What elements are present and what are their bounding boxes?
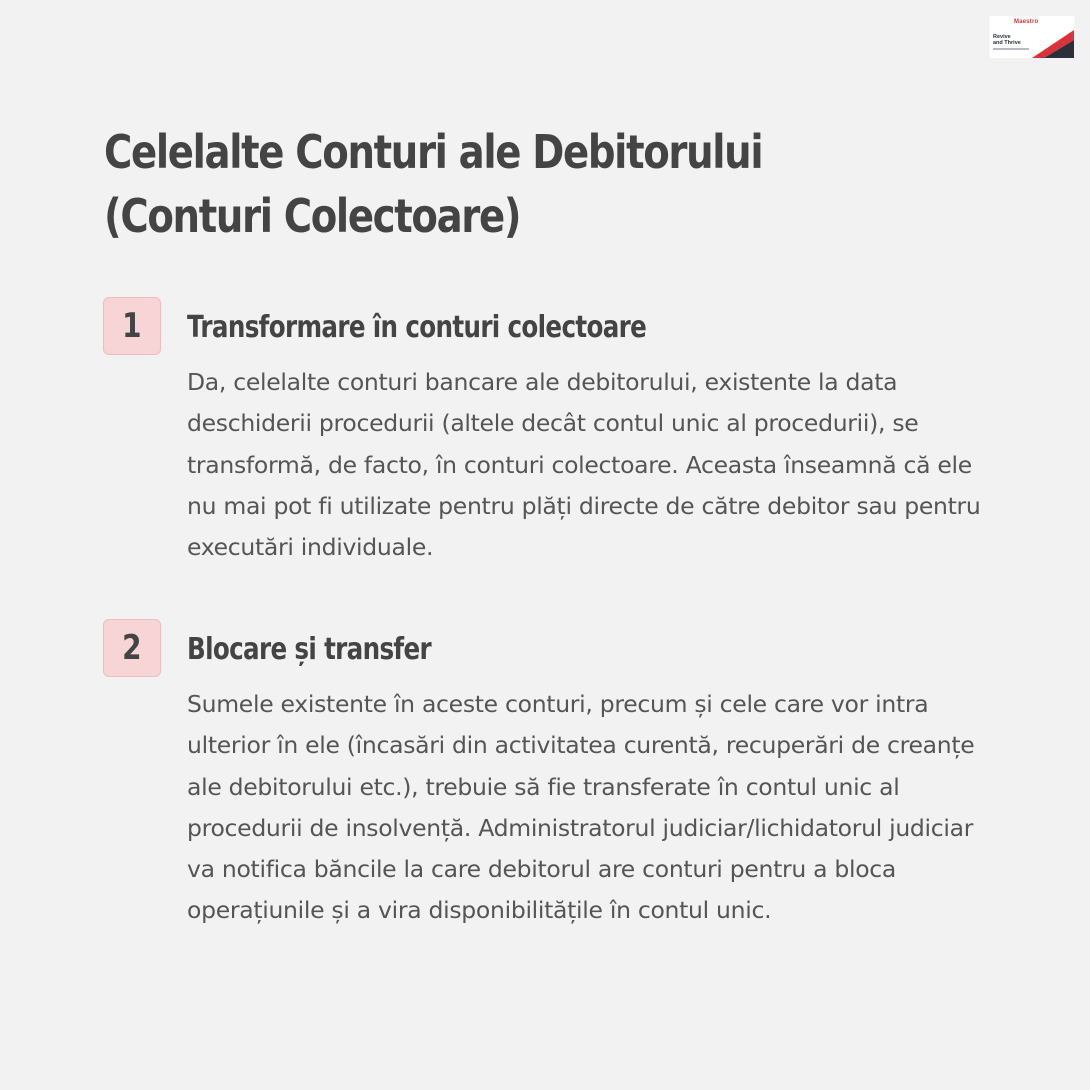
logo-brand-text: Maestro [1014,19,1039,25]
item-number-badge [103,619,161,677]
item-body: Sumele existente în aceste conturi, precum și cele care vor intra ulterior în ele (încasări din activitatea curentă, recuperări de creanțe ale debitorului etc.), trebuie să fie transferate în contul unic al procedurii de insolvență. Administratorul judiciar/lichidatorul judiciar va notifica băncile la care debitorul are conturi pentru a bloca operațiunile și a vira disponibilitățile în contul unic. [187,690,975,925]
logo-tagline-line1: Revive [993,34,1011,40]
logo-subtext-bar [993,48,1029,50]
item-heading: Transformare în conturi colectoare [187,310,647,345]
page-title: Celelalte Conturi ale Debitorului (Conturi Colectoare) [104,125,763,243]
item-number-badge [103,297,161,355]
logo-tagline-line2: and Thrive [993,40,1021,46]
item-number: 2 [122,628,142,668]
item-number: 1 [122,306,142,346]
logo-stripes-icon [1030,28,1074,58]
item-body: Da, celelalte conturi bancare ale debitorului, existente la data deschiderii procedurii (altele decât contul unic al procedurii), se transformă, de facto, în conturi colectoare. Aceasta înseamnă că ele nu mai pot fi utilizate pentru plăți directe de către debitor sau pentru executări individuale. [187,368,981,562]
brand-logo [990,16,1074,58]
item-heading: Blocare și transfer [187,632,431,667]
